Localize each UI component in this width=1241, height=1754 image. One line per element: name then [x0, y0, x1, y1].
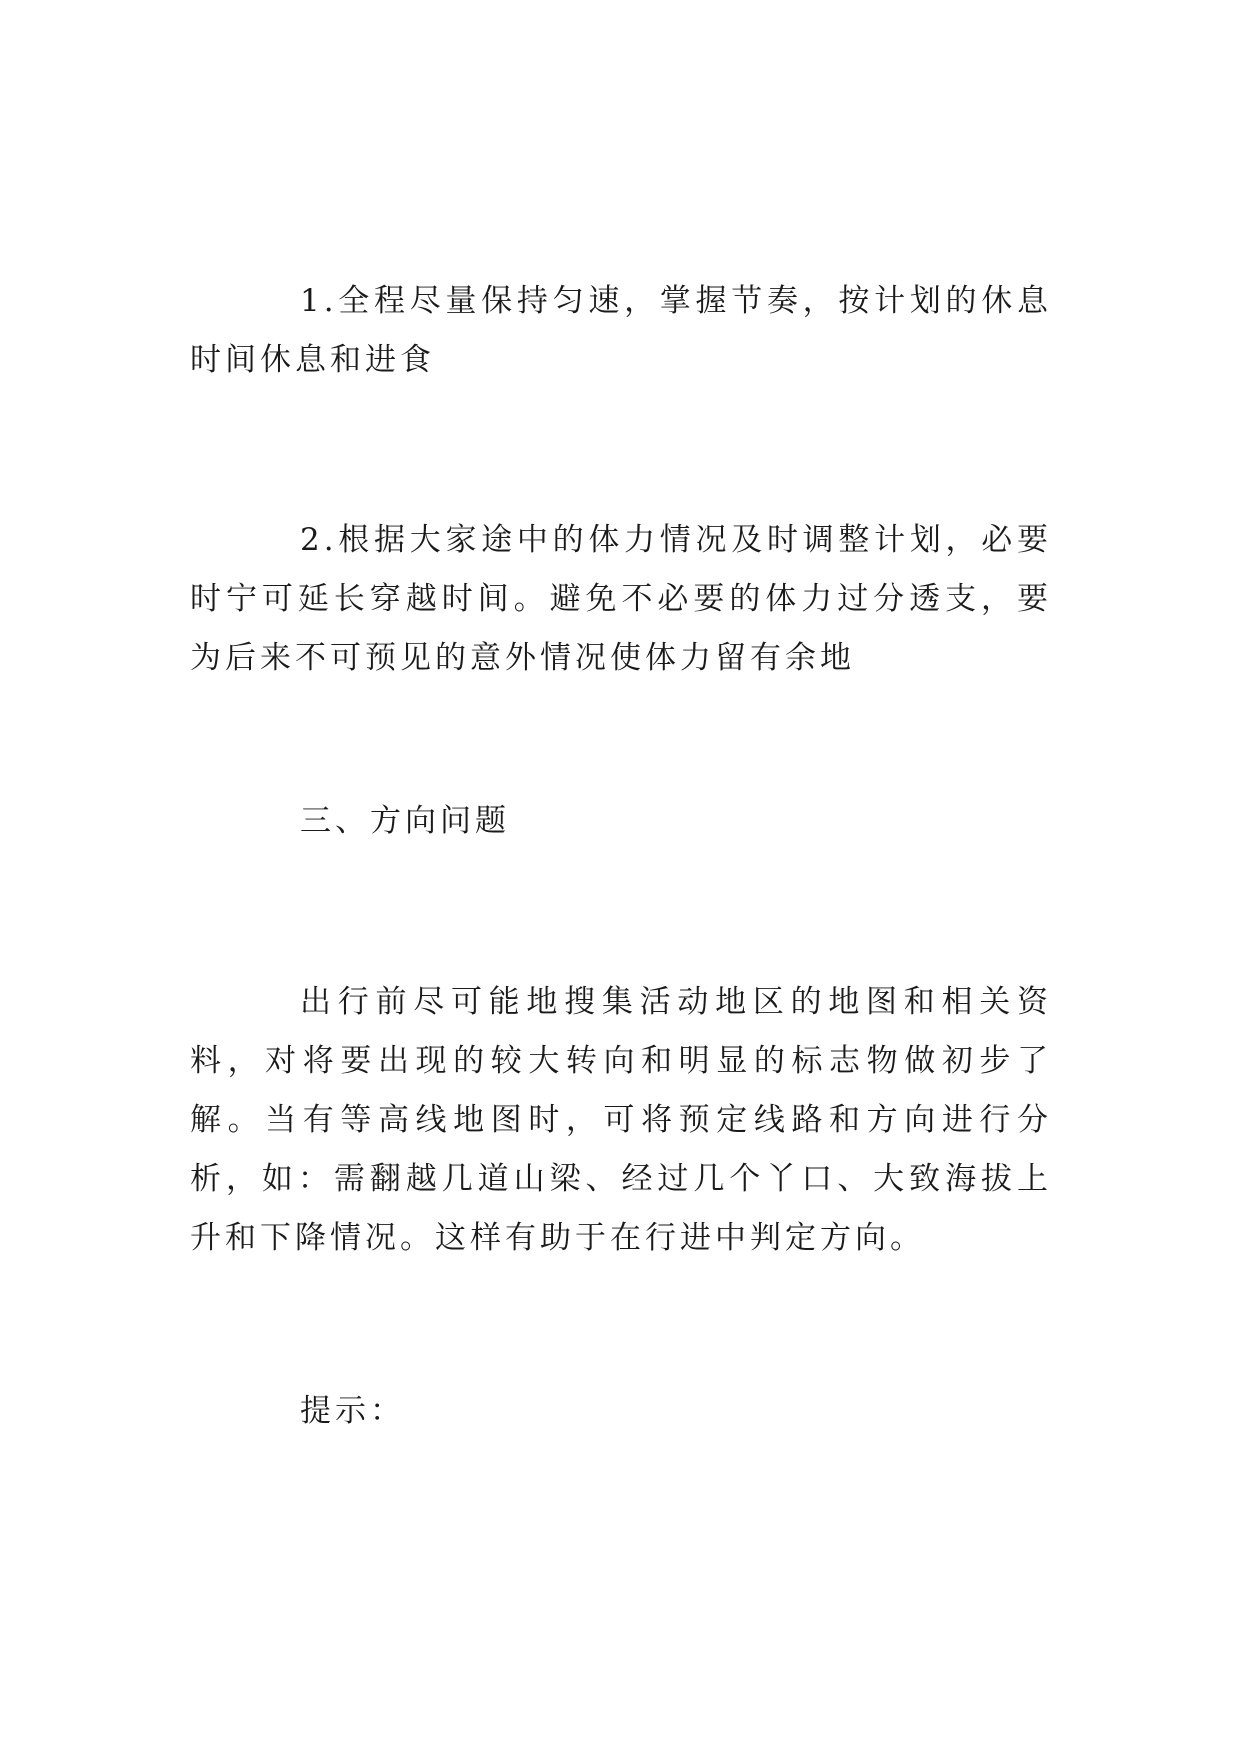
- paragraph-adjust-plan: 2.根据大家途中的体力情况及时调整计划，必要时宁可延长穿越时间。避免不必要的体力过分透支，要为后来不可预见的意外情况使体力留有余地: [190, 522, 1052, 676]
- paragraph-pacing: 1.全程尽量保持匀速，掌握节奏，按计划的休息时间休息和进食: [190, 283, 1052, 378]
- section-heading-direction: 三、方向问题: [300, 803, 510, 839]
- paragraph-maps: 出行前尽可能地搜集活动地区的地图和相关资料，对将要出现的较大转向和明显的标志物做初步了解。当有等高线地图时，可将预定线路和方向进行分析，如：需翻越几道山梁、经过几个丫口、大致海拔上升和下降情况。这样有助于在行进中判定方向。: [190, 984, 1052, 1256]
- tip-label: 提示：: [300, 1393, 405, 1429]
